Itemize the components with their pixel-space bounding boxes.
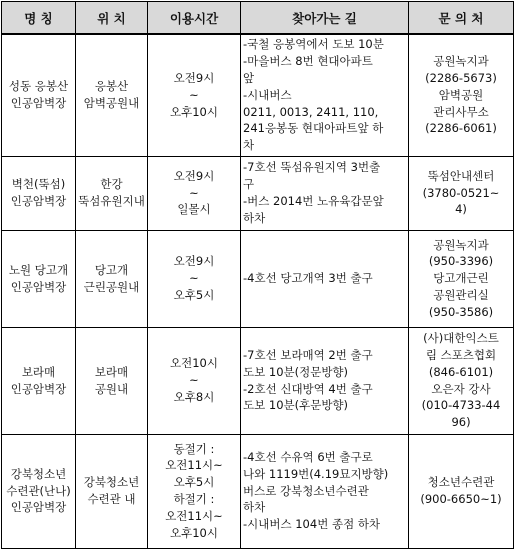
cell-line: -버스 2014번 노유육갑문앞 [243, 194, 384, 208]
cell-line: 공원내 [94, 381, 129, 396]
cell-line: ~ [189, 185, 199, 200]
header-contact: 문 의 처 [409, 2, 514, 35]
cell-line: ~ [189, 271, 199, 286]
cell-line: 나와 1119번(4.19묘지방향) [243, 466, 389, 481]
cell-line: 오후5시 [173, 475, 215, 490]
table-row [2, 230, 514, 327]
cell-line: (3780-0521~ [422, 185, 500, 200]
cell-name [2, 34, 76, 156]
cell-line: (950-3396) [428, 254, 494, 269]
cell-line: 오전9시 [173, 254, 215, 269]
cell-line: 앞 [243, 71, 255, 86]
cell-contact [409, 434, 514, 548]
cell-line: 도보 10분(정문방향) [243, 364, 349, 379]
cell-line: 공원관리실 [433, 287, 489, 302]
cell-route [241, 327, 409, 434]
cell-line: 노원 당고개 [8, 262, 69, 277]
cell-contact [409, 34, 514, 156]
cell-line: 오후8시 [173, 389, 215, 404]
cell-line: 하절기 : [173, 492, 215, 506]
cell-location [76, 230, 148, 327]
cell-name [2, 327, 76, 434]
cell-line: 구 [243, 177, 255, 192]
cell-line: 인공암벽장 [10, 500, 67, 515]
cell-name [2, 230, 76, 327]
cell-line: 보라매 [21, 364, 56, 379]
cell-line: 오전11시~ [165, 458, 223, 473]
cell-line: 응봉산 [94, 79, 129, 94]
cell-location [76, 156, 148, 230]
cell-line: ~ [189, 87, 199, 102]
cell-line: 뚝섬안내센터 [427, 168, 495, 183]
cell-line: 공원녹지과 [433, 54, 489, 69]
cell-line: 당고개 [94, 262, 129, 277]
cell-line: 한강 [100, 177, 123, 192]
cell-line: 인공암벽장 [10, 381, 67, 396]
cell-route [241, 34, 409, 156]
cell-line: 버스로 강북청소년수련관 [243, 483, 369, 498]
cell-line: -마을버스 8번 현대아파트 [243, 54, 373, 69]
cell-line: 도보 10분(후문방향) [243, 398, 349, 413]
cell-line: 관리사무소 [433, 104, 489, 119]
cell-hours [148, 434, 241, 548]
cell-hours [148, 327, 241, 434]
cell-line: (2286-5673) [425, 71, 497, 86]
cell-line: -시내버스 104번 종점 하차 [243, 517, 381, 532]
cell-line: 청소년수련관 [427, 475, 495, 490]
cell-location [76, 434, 148, 548]
cell-line: 오전9시 [173, 71, 215, 86]
header-route: 찾아가는 길 [241, 2, 409, 35]
cell-route [241, 230, 409, 327]
cell-line: 강북청소년 [10, 466, 67, 481]
cell-line: 4) [455, 202, 467, 217]
cell-contact [409, 156, 514, 230]
table-row [2, 327, 514, 434]
cell-line: 성동 응봉산 [8, 79, 69, 94]
cell-line: (900-6650~1) [420, 492, 502, 506]
header-row [2, 2, 514, 35]
cell-name [2, 156, 76, 230]
cell-line: 뚝섬유원지내 [78, 194, 145, 208]
cell-hours [148, 230, 241, 327]
cell-line: 96) [451, 415, 471, 430]
cell-line: 오후5시 [173, 287, 215, 302]
cell-line: 당고개근린 [433, 271, 489, 286]
cell-line: -7호선 보라매역 2번 출구 [243, 347, 373, 362]
cell-line: -4호선 당고개역 3번 출구 [243, 271, 373, 286]
cell-line: -시내버스 [243, 87, 292, 102]
cell-line: (950-3586) [428, 304, 494, 319]
cell-line: 수련관 내 [87, 492, 136, 506]
header-location: 위 치 [76, 2, 148, 35]
cell-line: 보라매 [94, 364, 129, 379]
cell-line: 벽천(뚝섬) [11, 177, 66, 192]
cell-line: 강북청소년 [83, 475, 140, 490]
cell-location [76, 327, 148, 434]
cell-name [2, 434, 76, 548]
cell-line: 근린공원내 [83, 279, 140, 294]
cell-line: 오전9시 [173, 168, 215, 183]
table-row [2, 34, 514, 156]
cell-contact [409, 230, 514, 327]
cell-line: 오전10시 [170, 356, 218, 371]
cell-line: 241응봉동 현대아파트앞 하 [243, 121, 384, 136]
cell-line: 하차 [243, 210, 266, 225]
cell-route [241, 434, 409, 548]
cell-contact [409, 327, 514, 434]
cell-line: 수련관(난나) [6, 483, 71, 498]
cell-line: 오은자 강사 [431, 381, 491, 396]
cell-line: 오후10시 [170, 525, 218, 540]
cell-line: -국철 응봉역에서 도보 10분 [243, 37, 384, 52]
table-row [2, 156, 514, 230]
cell-line: 일몰시 [177, 202, 211, 217]
cell-line: 동절기 : [173, 441, 215, 456]
cell-line: ~ [189, 373, 199, 388]
cell-line: (사)대한익스트 [423, 331, 499, 346]
cell-line: -4호선 수유역 6번 출구로 [243, 450, 373, 464]
cell-line: (2286-6061) [425, 121, 497, 136]
cell-line: (846-6101) [428, 364, 494, 379]
header-hours: 이용시간 [148, 2, 241, 35]
cell-line: 공원녹지과 [433, 237, 489, 252]
cell-line: 암벽공원 [438, 87, 484, 102]
cell-line: 인공암벽장 [10, 194, 67, 208]
header-name: 명 칭 [2, 2, 76, 35]
cell-line: 하차 [243, 500, 266, 515]
cell-hours [148, 156, 241, 230]
cell-line: 오전11시~ [165, 508, 223, 523]
table-row [2, 434, 514, 548]
cell-line: 인공암벽장 [10, 279, 67, 294]
cell-line: 오후10시 [170, 104, 218, 119]
cell-line: -7호선 뚝섬유원지역 3번출 [243, 160, 381, 175]
cell-line: 인공암벽장 [10, 96, 67, 111]
cell-line: -2호선 신대방역 4번 출구 [243, 381, 373, 396]
cell-route [241, 156, 409, 230]
cell-line: 0211, 0013, 2411, 110, [243, 104, 379, 119]
cell-line: 림 스포츠협회 [425, 347, 497, 362]
cell-line: (010-4733-44 [421, 398, 501, 413]
cell-line: 차 [243, 138, 255, 153]
cell-location [76, 34, 148, 156]
cell-hours [148, 34, 241, 156]
climbing-wall-table [1, 1, 514, 549]
cell-line: 암벽공원내 [83, 96, 140, 111]
